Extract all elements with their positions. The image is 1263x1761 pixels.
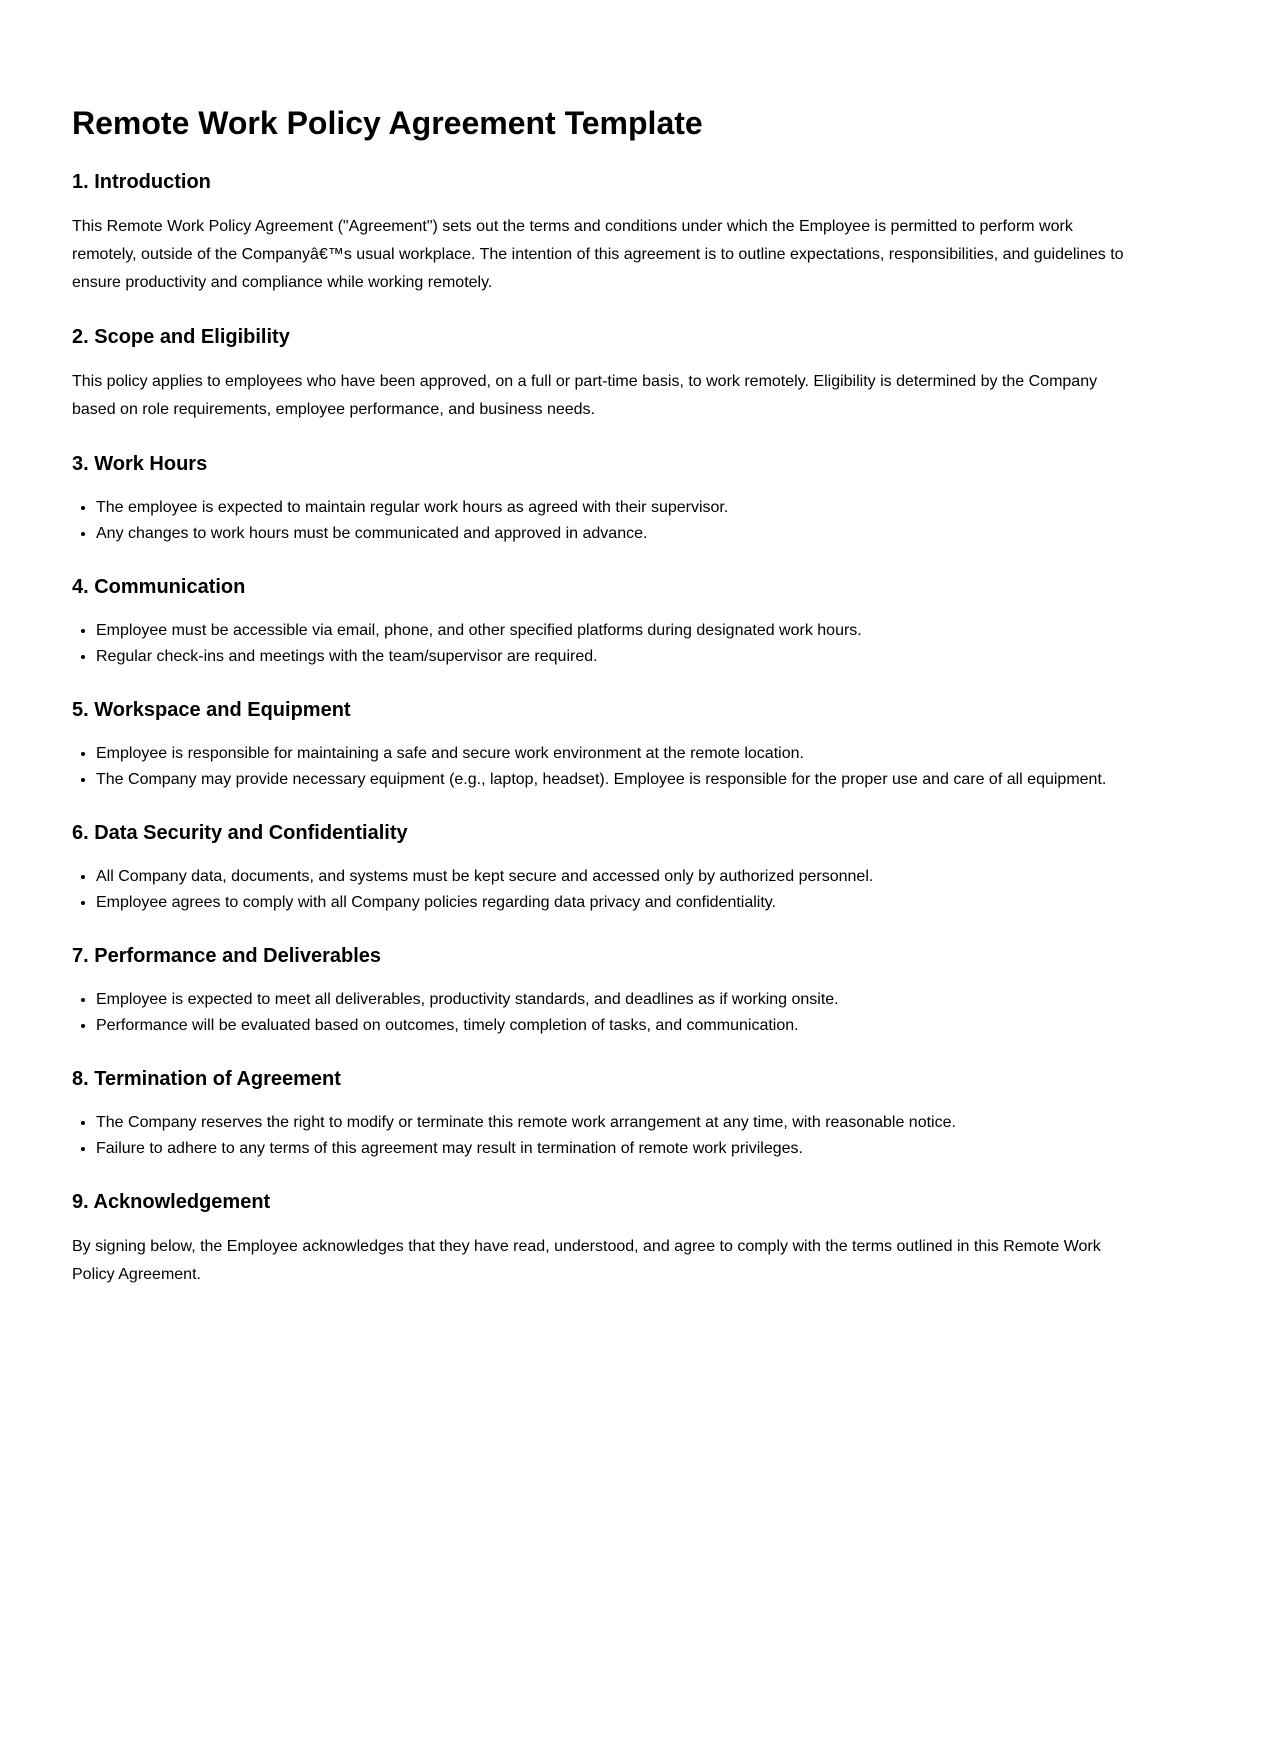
section-paragraph-scope-eligibility: This policy applies to employees who have been approved, on a full or part-time basis, to work remotely. Eligibility is determined by the Company based on role requirements, employee performance, and business needs.: [72, 373, 1098, 419]
section-data-security: [72, 821, 1139, 916]
section-performance-deliverables: [72, 944, 1139, 1039]
section-heading-acknowledgement: 9. Acknowledgement: [72, 1191, 271, 1214]
bullet-item: • The Company reserves the right to modify or terminate this remote work arrangement at any time, with reasonable notice.: [96, 1110, 1139, 1136]
section-workspace-equipment: [72, 698, 1139, 793]
section-heading-work-hours: 3. Work Hours: [72, 453, 208, 476]
bullet-item: • All Company data, documents, and systems must be kept secure and accessed only by authorized personnel.: [96, 864, 1139, 890]
section-heading-termination: 8. Termination of Agreement: [72, 1068, 341, 1091]
section-scope-eligibility: [72, 325, 1139, 424]
bullet-item: • Performance will be evaluated based on outcomes, timely completion of tasks, and communication.: [96, 1013, 1139, 1039]
section-paragraph-acknowledgement: By signing below, the Employee acknowledges that they have read, understood, and agree to comply with the terms outlined in this Remote Work Policy Agreement.: [72, 1238, 1101, 1284]
document-title: Remote Work Policy Agreement Template: [72, 105, 703, 141]
bullet-list-performance-deliverables: [72, 987, 1139, 1039]
bullet-item: • Employee agrees to comply with all Company policies regarding data privacy and confidentiality.: [96, 890, 1139, 916]
section-paragraph-introduction: This Remote Work Policy Agreement ("Agreement") sets out the terms and conditions under which the Employee is permitted to perform work remotely, outside of the Companyâ€™s usual workplace. The intention of this agreement is to outline expectations, responsibilities, and guidelines to ensure productivity and compliance while working remotely.: [72, 218, 1124, 292]
document-page: [72, 104, 1139, 1289]
section-heading-performance-deliverables: 7. Performance and Deliverables: [72, 945, 382, 968]
bullet-item: • Employee must be accessible via email, phone, and other specified platforms during designated work hours.: [96, 618, 1139, 644]
section-introduction: [72, 170, 1139, 297]
bullet-item: • Employee is responsible for maintaining a safe and secure work environment at the remote location.: [96, 741, 1139, 767]
bullet-item: • Failure to adhere to any terms of this agreement may result in termination of remote work privileges.: [96, 1136, 1139, 1162]
section-heading-communication: 4. Communication: [72, 576, 246, 599]
section-heading-scope-eligibility: 2. Scope and Eligibility: [72, 326, 290, 349]
bullet-list-data-security: [72, 864, 1139, 916]
bullet-item: • The Company may provide necessary equipment (e.g., laptop, headset). Employee is responsible for the proper use and care of all equipment.: [96, 767, 1139, 793]
bullet-item: • Any changes to work hours must be communicated and approved in advance.: [96, 521, 1139, 547]
section-termination: [72, 1067, 1139, 1162]
section-heading-data-security: 6. Data Security and Confidentiality: [72, 822, 408, 845]
section-heading-introduction: 1. Introduction: [72, 171, 211, 194]
section-heading-workspace-equipment: 5. Workspace and Equipment: [72, 699, 351, 722]
section-work-hours: [72, 452, 1139, 547]
section-acknowledgement: [72, 1190, 1139, 1289]
bullet-item: • The employee is expected to maintain regular work hours as agreed with their supervisor.: [96, 495, 1139, 521]
bullet-list-termination: [72, 1110, 1139, 1162]
bullet-list-workspace-equipment: [72, 741, 1139, 793]
bullet-item: • Employee is expected to meet all deliverables, productivity standards, and deadlines as if working onsite.: [96, 987, 1139, 1013]
bullet-item: • Regular check-ins and meetings with the team/supervisor are required.: [96, 644, 1139, 670]
section-communication: [72, 575, 1139, 670]
bullet-list-work-hours: [72, 495, 1139, 547]
bullet-list-communication: [72, 618, 1139, 670]
